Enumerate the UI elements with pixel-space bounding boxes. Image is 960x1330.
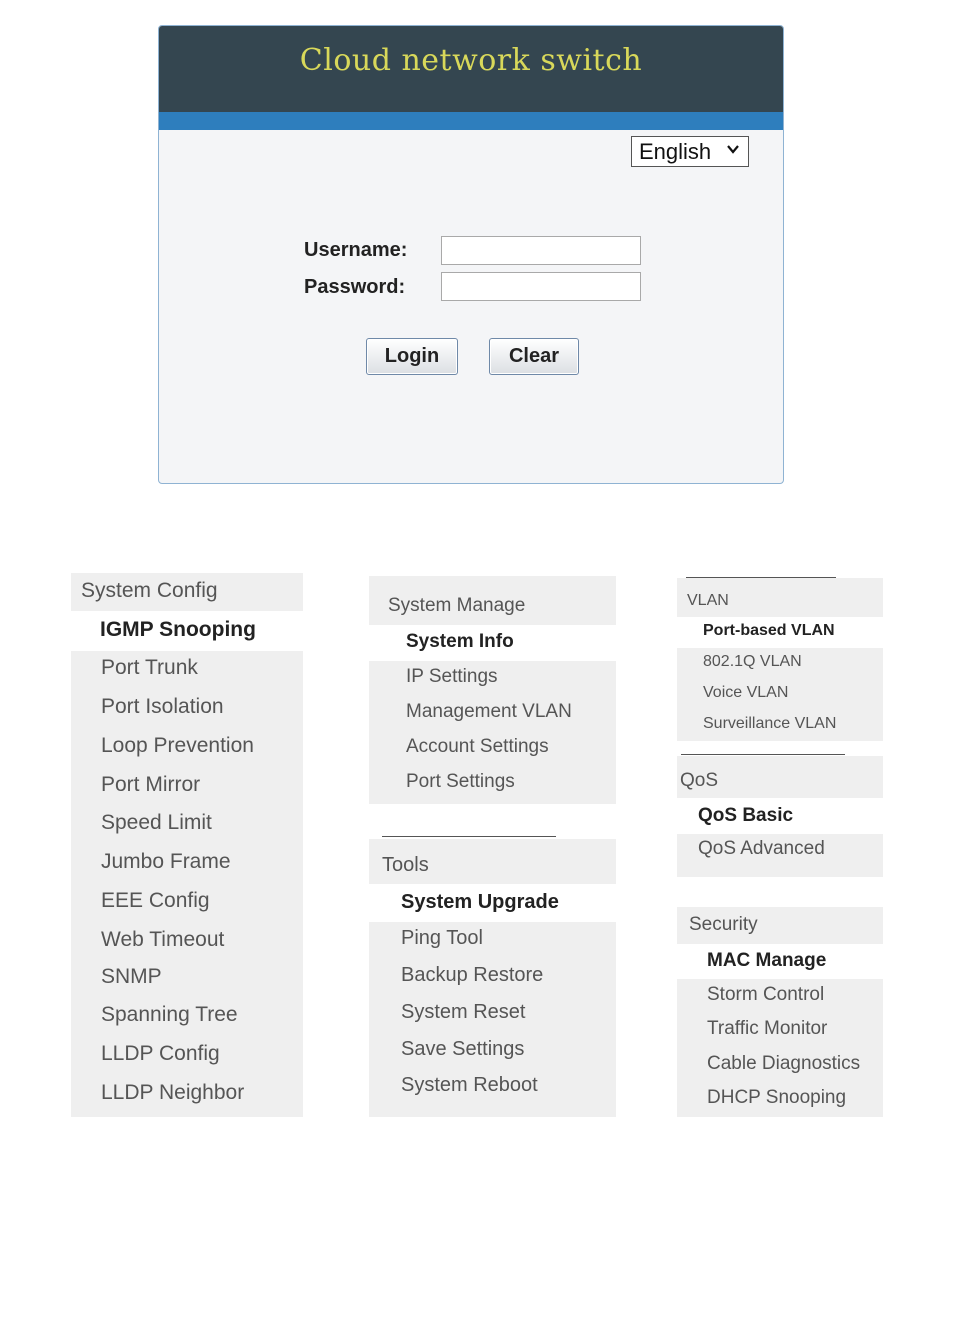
menu-item-label: System Upgrade	[401, 891, 559, 913]
menu-item-system-info[interactable]	[369, 625, 616, 661]
menu-item-snmp[interactable]: SNMP	[101, 965, 162, 988]
language-select[interactable]	[631, 136, 749, 167]
menu-item-system-reboot[interactable]: System Reboot	[401, 1074, 538, 1096]
qos-items	[677, 834, 883, 877]
menu-item-jumbo-frame[interactable]: Jumbo Frame	[101, 850, 231, 873]
menu-item-label: MAC Manage	[707, 950, 827, 971]
menu-header-label: Tools	[382, 854, 429, 876]
chevron-down-icon	[726, 142, 740, 159]
system-config-items	[71, 651, 303, 1117]
menu-header-qos[interactable]	[677, 756, 883, 798]
security-items	[677, 979, 883, 1117]
tools-menu	[369, 836, 616, 1117]
menu-item-backup-restore[interactable]: Backup Restore	[401, 964, 544, 986]
menu-item-spanning-tree[interactable]: Spanning Tree	[101, 1003, 238, 1026]
menu-item-8021q-vlan[interactable]: 802.1Q VLAN	[703, 653, 802, 670]
menu-item-system-upgrade[interactable]	[369, 884, 616, 922]
menu-header-system-config[interactable]	[71, 573, 303, 611]
menu-header-label: System Config	[81, 579, 218, 602]
menu-item-loop-prevention[interactable]: Loop Prevention	[101, 734, 254, 757]
header-accent-bar	[159, 112, 783, 130]
username-label: Username:	[304, 239, 408, 261]
divider	[681, 754, 845, 755]
menu-header-security[interactable]	[677, 907, 883, 944]
menu-item-label: Port-based VLAN	[703, 622, 835, 639]
password-field[interactable]	[441, 272, 641, 301]
menu-item-lldp-neighbor[interactable]: LLDP Neighbor	[101, 1081, 245, 1104]
security-menu	[677, 907, 883, 1117]
menu-item-system-reset[interactable]: System Reset	[401, 1001, 526, 1023]
login-header	[159, 26, 783, 112]
divider	[382, 836, 556, 837]
menu-item-save-settings[interactable]: Save Settings	[401, 1038, 525, 1060]
menu-item-label: IGMP Snooping	[100, 618, 256, 641]
menu-item-qos-basic[interactable]	[677, 798, 883, 834]
login-button[interactable]: Login	[366, 338, 458, 375]
menu-item-lldp-config[interactable]: LLDP Config	[101, 1042, 220, 1065]
menu-header-system-manage[interactable]	[369, 576, 616, 625]
menu-item-igmp-snooping[interactable]	[71, 611, 303, 651]
menu-header-tools[interactable]	[369, 839, 616, 884]
menu-item-web-timeout[interactable]: Web Timeout	[101, 928, 225, 951]
menu-header-label: VLAN	[687, 592, 729, 609]
menu-item-eee-config[interactable]: EEE Config	[101, 889, 210, 912]
menu-item-management-vlan[interactable]: Management VLAN	[406, 701, 572, 722]
qos-menu	[677, 753, 883, 877]
system-config-menu	[71, 573, 303, 1117]
menu-item-account-settings[interactable]: Account Settings	[406, 736, 549, 757]
menu-item-ping-tool[interactable]: Ping Tool	[401, 927, 483, 949]
menu-item-mac-manage[interactable]	[677, 944, 883, 979]
menu-item-dhcp-snooping[interactable]: DHCP Snooping	[707, 1087, 847, 1108]
menu-item-port-settings[interactable]: Port Settings	[406, 771, 515, 792]
vlan-items	[677, 648, 883, 741]
tools-items	[369, 922, 616, 1117]
menu-header-vlan[interactable]	[677, 578, 883, 617]
vlan-menu	[677, 575, 883, 741]
menu-item-speed-limit[interactable]: Speed Limit	[101, 811, 212, 834]
menu-item-port-mirror[interactable]: Port Mirror	[101, 773, 201, 796]
menu-item-port-isolation[interactable]: Port Isolation	[101, 695, 224, 718]
clear-button[interactable]: Clear	[489, 338, 579, 375]
menu-item-qos-advanced[interactable]: QoS Advanced	[698, 838, 825, 859]
system-manage-items	[369, 661, 616, 804]
menu-item-port-based-vlan[interactable]	[677, 617, 883, 648]
language-value: English	[639, 139, 712, 164]
menu-header-label: System Manage	[388, 595, 526, 616]
menu-item-cable-diagnostics[interactable]: Cable Diagnostics	[707, 1053, 861, 1074]
system-manage-menu	[369, 576, 616, 804]
menu-item-surveillance-vlan[interactable]: Surveillance VLAN	[703, 715, 837, 732]
menu-item-storm-control[interactable]: Storm Control	[707, 984, 825, 1005]
menu-item-label: System Info	[406, 631, 514, 652]
password-label: Password:	[304, 276, 406, 298]
menu-header-label: Security	[689, 914, 758, 935]
menu-item-voice-vlan[interactable]: Voice VLAN	[703, 684, 789, 701]
menu-item-port-trunk[interactable]: Port Trunk	[101, 656, 198, 679]
username-field[interactable]	[441, 236, 641, 265]
menu-item-traffic-monitor[interactable]: Traffic Monitor	[707, 1018, 828, 1039]
menu-item-ip-settings[interactable]: IP Settings	[406, 666, 498, 687]
menu-item-label: QoS Basic	[698, 805, 794, 826]
app-title: Cloud network switch	[299, 43, 643, 78]
menu-header-label: QoS	[680, 770, 719, 791]
login-panel	[158, 25, 784, 484]
